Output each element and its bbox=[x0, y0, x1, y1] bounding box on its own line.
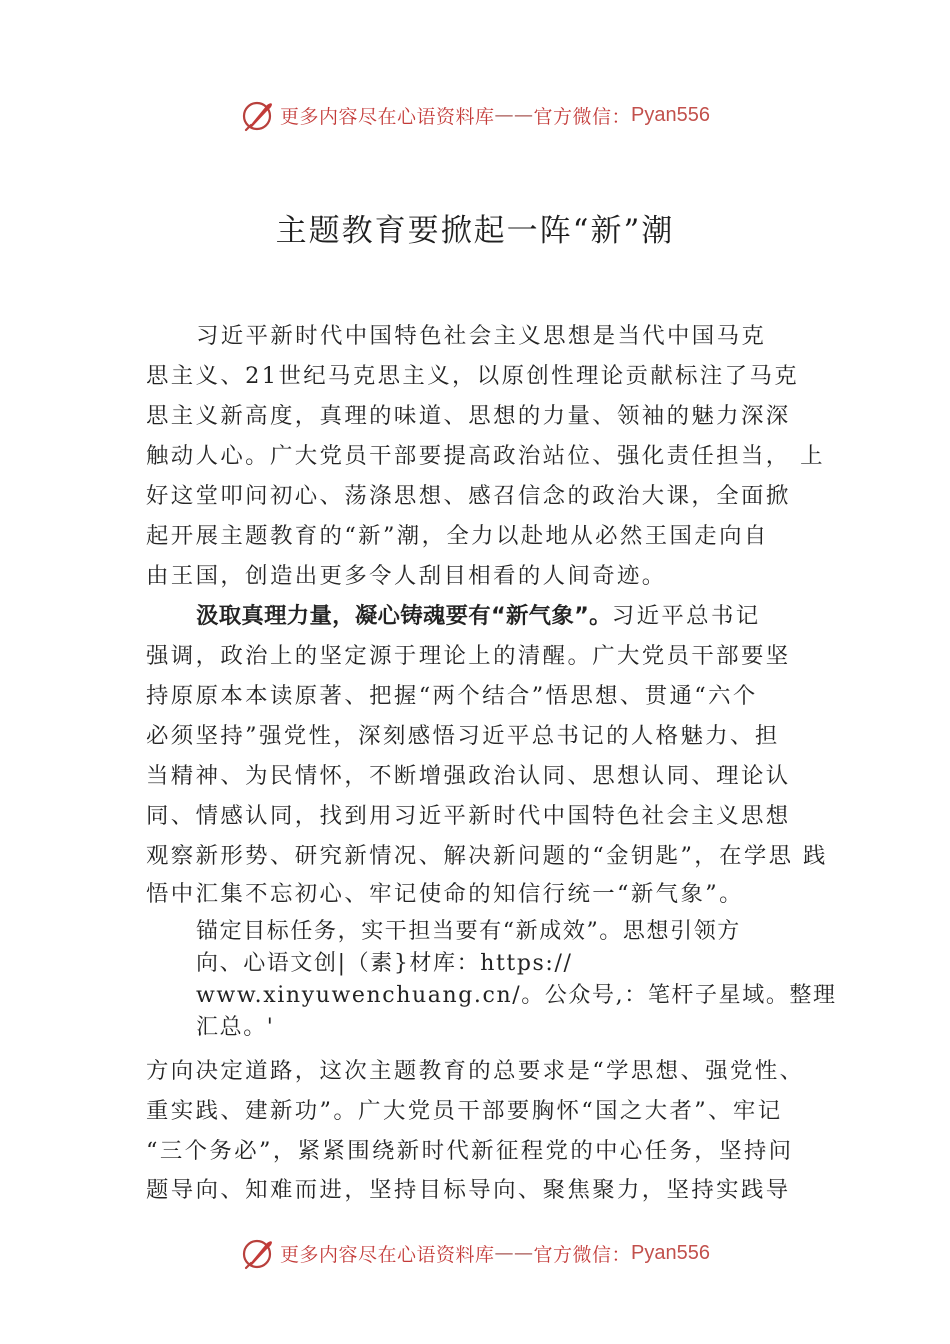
inserted-line: 汇总。' bbox=[196, 1015, 275, 1040]
header-banner bbox=[0, 95, 950, 135]
body-line: 强调，政治上的坚定源于理论上的清醒。广大党员干部要坚 bbox=[146, 643, 791, 669]
banner-wechat-id: Pyan556 bbox=[631, 1241, 710, 1264]
body-line: “三个务必”，紧紧围绕新时代新征程党的中心任务，坚持问 bbox=[146, 1138, 794, 1164]
body-line: 观察新形势、研究新情况、解决新问题的“金钥匙”，在学思 践 bbox=[146, 843, 828, 869]
body-line: 持原原本本读原著、把握“两个结合”悟思想、贯通“六个 bbox=[146, 683, 758, 709]
inserted-line: 向、心语文创|（素}材库：https:// bbox=[196, 951, 573, 976]
section-heading: 汲取真理力量，凝心铸魂要有“新气象”。 bbox=[196, 603, 612, 629]
body-line: 起开展主题教育的“新”潮，全力以赴地从必然王国走向自 bbox=[146, 523, 769, 549]
body-line: 当精神、为民情怀，不断增强政治认同、思想认同、理论认 bbox=[146, 763, 791, 789]
body-line: 悟中汇集不忘初心、牢记使命的知信行统一“新气象”。 bbox=[146, 881, 744, 907]
inserted-line: www.xinyuwenchuang.cn/。公众号,：笔杆子星域。整理 bbox=[196, 983, 837, 1008]
body-line: 重实践、建新功”。广大党员干部要胸怀“国之大者”、牢记 bbox=[146, 1098, 783, 1124]
body-line: 思主义新高度，真理的味道、思想的力量、领袖的魅力深深 bbox=[146, 403, 791, 429]
banner-label: 官方微信： bbox=[533, 1243, 632, 1266]
banner-separator: —— bbox=[494, 1242, 534, 1264]
body-line: 必须坚持”强党性，深刻感悟习近平总书记的人格魅力、担 bbox=[146, 723, 780, 749]
body-line: 习近平新时代中国特色社会主义思想是当代中国马克 bbox=[196, 323, 767, 349]
inserted-line: 锚定目标任务，实干担当要有“新成效”。思想引领方 bbox=[196, 919, 741, 944]
body-text: 习近平总书记 bbox=[611, 603, 761, 629]
banner-text: 更多内容尽在心语资料库 bbox=[280, 1243, 495, 1266]
footer-banner bbox=[0, 1233, 950, 1273]
body-line: 题导向、知难而进，坚持目标导向、聚焦聚力，坚持实践导 bbox=[146, 1177, 791, 1203]
body-line: 由王国，创造出更多令人刮目相看的人间奇迹。 bbox=[146, 563, 667, 589]
body-line: 方向决定道路，这次主题教育的总要求是“学思想、强党性、 bbox=[146, 1058, 805, 1084]
body-line: 思主义、21世纪马克思主义，以原创性理论贡献标注了马克 bbox=[146, 363, 800, 389]
body-line: 同、情感认同，找到用习近平新时代中国特色社会主义思想 bbox=[146, 803, 791, 829]
banner-text: 更多内容尽在心语资料库 bbox=[280, 105, 495, 128]
banner-label: 官方微信： bbox=[533, 105, 632, 128]
quill-logo-icon bbox=[240, 1235, 276, 1271]
body-line: 好这堂叩问初心、荡涤思想、感召信念的政治大课，全面掀 bbox=[146, 483, 791, 509]
article-title: 主题教育要掀起一阵“新”潮 bbox=[275, 213, 675, 249]
quill-logo-icon bbox=[240, 97, 276, 133]
body-line: 触动人心。广大党员干部要提高政治站位、强化责任担当， 上 bbox=[146, 443, 825, 469]
body-line bbox=[196, 598, 761, 630]
banner-wechat-id: Pyan556 bbox=[631, 103, 710, 126]
banner-separator: —— bbox=[494, 104, 534, 126]
